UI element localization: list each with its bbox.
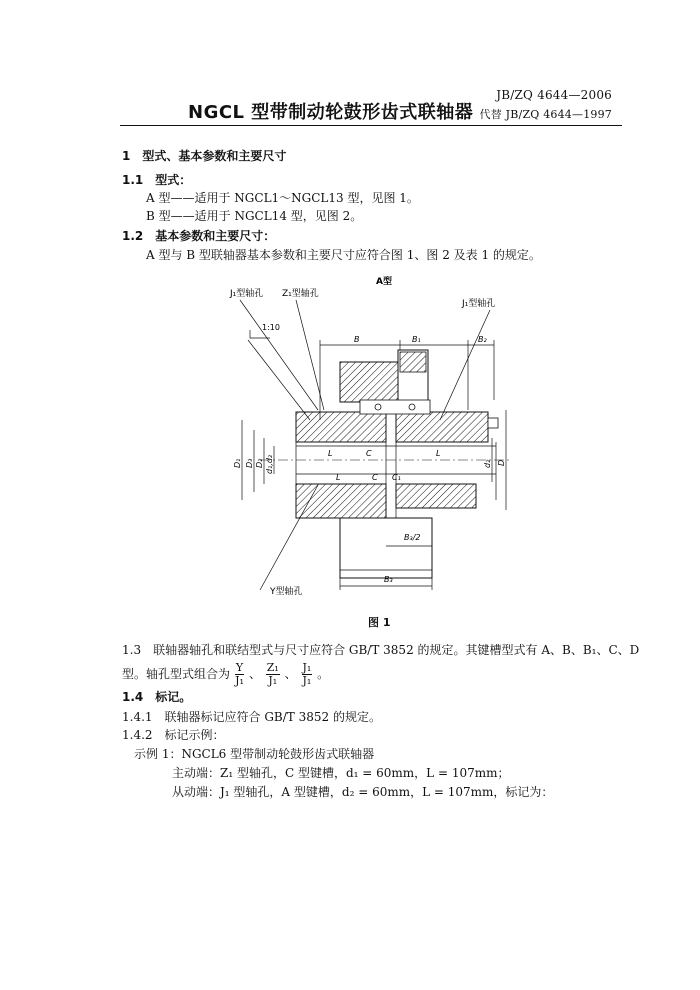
combo-fraction-2-den: J₁ [268,674,278,687]
driving-end: 主动端：Z₁ 型轴孔，C 型键槽，d₁ = 60mm，L = 107mm； [172,766,510,780]
dim-b3-half: B₃/2 [404,533,421,542]
figure-caption: 图 1 [368,616,391,629]
type-a-text: A 型——适用于 NGCL1～NGCL13 型，见图 1。 [146,191,419,205]
combo-fraction-2 [266,662,280,687]
combo-separator-1: 、 [248,667,261,681]
document-title: NGCL 型带制动轮鼓形齿式联轴器 [188,102,474,123]
section-1-2-text: A 型与 B 型联轴器基本参数和主要尺寸应符合图 1、图 2 及表 1 的规定。 [146,248,541,262]
section-1-3-line2 [122,662,329,687]
dim-b: B [354,335,360,344]
dim-d1: D₁ [233,458,242,468]
label-z1: Z₁型轴孔 [282,289,319,299]
dim-d2-upper: D₂ [255,458,264,468]
dim-b2: B₂ [478,335,487,344]
dim-b1: B₁ [412,335,421,344]
dim-d3: D₃ [245,458,254,468]
axle-combination-prefix: 型。轴孔型式组合为 [122,667,231,681]
coupling-drawing [200,270,530,620]
label-j1-left: J₁型轴孔 [230,289,264,299]
dim-b3: B₃ [384,575,393,584]
figure-type-label: A型 [376,277,392,287]
combo-fraction-3 [302,662,313,687]
section-1-heading: 1 型式、基本参数和主要尺寸 [122,149,287,163]
section-1-4-1: 1.4.1 联轴器标记应符合 GB/T 3852 的规定。 [122,710,381,724]
dim-c1: C₁ [392,473,401,482]
label-taper: 1:10 [262,323,280,332]
replaces-standard: 代替 JB/ZQ 4644—1997 [479,108,612,121]
combo-fraction-1-den: J₁ [235,674,244,687]
section-1-1-heading: 1.1 型式： [122,173,192,187]
combo-fraction-1 [235,662,244,687]
dim-l-upper-left: L [328,449,333,458]
dim-c-lower: C [372,473,378,482]
section-1-3-line1: 1.3 联轴器轴孔和联结型式与尺寸应符合 GB/T 3852 的规定。其键槽型式有 A、B、B₁、C、D [122,643,640,657]
title-rule [120,125,622,126]
combo-separator-2: 、 [284,667,297,681]
combo-fraction-1-num: Y [235,661,244,674]
type-b-text: B 型——适用于 NGCL14 型，见图 2。 [146,209,363,223]
example-title: 示例 1：NGCL6 型带制动轮鼓形齿式联轴器 [134,747,375,761]
label-y: Y型轴孔 [270,587,303,597]
dim-l-upper-right: L [436,449,441,458]
section-1-2-heading: 1.2 基本参数和主要尺寸： [122,229,276,243]
combo-fraction-3-den: J₁ [302,674,312,687]
dim-d: D [497,459,506,466]
dim-l-lower: L [336,473,341,482]
dim-small-d2: d₂ [483,459,492,468]
combo-fraction-2-num: Z₁ [266,661,279,674]
combo-fraction-3-num: J₁ [302,661,312,674]
dim-c-upper: C [366,449,372,458]
section-1-4-heading: 1.4 标记。 [122,690,192,704]
section-1-4-2: 1.4.2 标记示例： [122,728,225,742]
driven-end: 从动端：J₁ 型轴孔，A 型键槽，d₂ = 60mm，L = 107mm，标记为： [172,785,554,799]
standard-number: JB/ZQ 4644—2006 [496,88,612,102]
axle-combination-suffix: 。 [317,667,330,681]
label-j1-right: J₁型轴孔 [462,299,496,309]
dim-d1-d2: d₁,d₂ [265,454,274,474]
